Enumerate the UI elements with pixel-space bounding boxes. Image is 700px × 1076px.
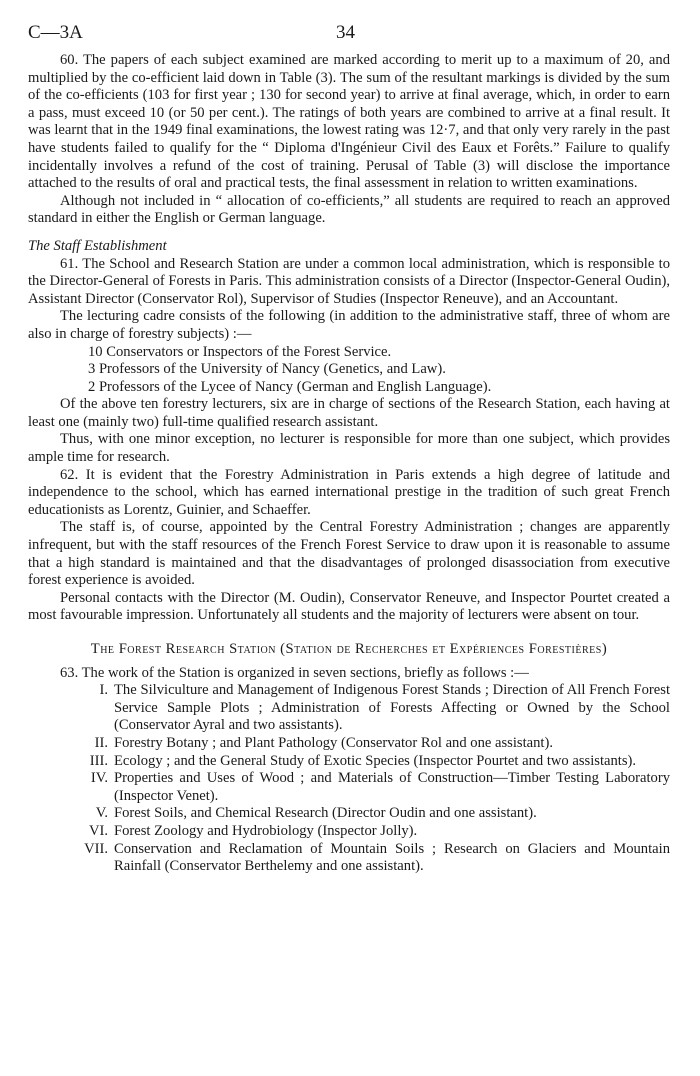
paragraph-62: 62. It is evident that the Forestry Administration in Paris extends a high degree of latitude and independence to the school, which has earned international prestige in the tradition of such great French educationists as Lorentz, Guinier, and Schaeffer. (28, 466, 670, 518)
document-body (28, 52, 670, 876)
section-text: Conservation and Reclamation of Mountain Soils ; Research on Glaciers and Mountain Rainfall (Conservator Berthelemy and one assistant). (114, 840, 670, 875)
list-item (28, 805, 670, 823)
paragraph-61-lecturing-cadre: The lecturing cadre consists of the following (in addition to the administrative staff, three of whom are also in charge of forestry subjects) :— (28, 308, 670, 342)
section-numeral: I. (99, 682, 108, 699)
paragraph-60: 60. The papers of each subject examined are marked according to merit up to a maximum of 20, and multiplied by the co-efficient laid down in Table (3). The sum of the resultant markings is divided by the sum of the co-efficients (103 for first year ; 130 for second year) to arrive at final average, which, in order to earn a pass, must exceed 10 (or 50 per cent.). The ratings of both years are combined to arrive at a final result. It was learnt that in the 1949 final examinations, the lowest rating was 12·7, and that only very rarely in the past have students failed to qualify for the “ Diploma d'Ingénieur Civil des Eaux et Forêts.” Failure to qualify incidentally involves a refund of the cost of training. Perusal of Table (3) will disclose the importance attached to the results of oral and practical tests, the final assessment in relation to written examinations. (28, 52, 670, 192)
section-numeral: V. (95, 805, 108, 822)
list-item (28, 682, 670, 735)
list-item: 10 Conservators or Inspectors of the Forest Service. (88, 343, 392, 360)
staff-establishment-heading: The Staff Establishment (28, 237, 167, 254)
section-text: Ecology ; and the General Study of Exotic Species (Inspector Pourtet and two assistants). (114, 752, 637, 769)
list-item: 3 Professors of the University of Nancy (Genetics, and Law). (88, 361, 446, 378)
staff-list (28, 344, 670, 397)
section-numeral: II. (94, 734, 108, 751)
list-item (28, 735, 670, 753)
section-text: Forest Zoology and Hydrobiology (Inspector Jolly). (114, 822, 418, 839)
section-numeral: VI. (88, 822, 108, 839)
page-header (28, 22, 670, 52)
section-text: Properties and Uses of Wood ; and Materials of Construction—Timber Testing Laboratory (Inspector Venet). (114, 770, 670, 804)
paragraph-62-contacts: Personal contacts with the Director (M. Oudin), Conservator Reneuve, and Inspector Pourtet created a most favourable impression. Unfortunately all students and the majority of lecturers were absent on tour. (28, 589, 670, 624)
page-number: 34 (336, 22, 355, 43)
forest-research-station-heading: The Forest Research Station (Station de Recherches et Expériences Forestières) (90, 641, 608, 657)
list-item: 2 Professors of the Lycee of Nancy (German and English Language). (88, 378, 492, 395)
paragraph-61: 61. The School and Research Station are under a common local administration, which is responsible to the Director-General of Forests in Paris. This administration consists of a Director (Inspector-General Oudin), Assistant Director (Conservator Rol), Supervisor of Studies (Inspector Reneuve), and an Accountant. (28, 255, 670, 307)
paragraph-62-staff: The staff is, of course, appointed by the Central Forestry Administration ; changes are apparently infrequent, but with the staff resources of the French Forest Service to draw upon it is reasonable to assume that a high standard is maintained and that the disadvantages of prolonged disassociation from executive forest experience is avoided. (28, 519, 670, 589)
paragraph-61-subjects: Thus, with one minor exception, no lecturer is responsible for more than one subject, which provides ample time for research. (28, 431, 670, 466)
list-item (28, 841, 670, 876)
paragraph-63: 63. The work of the Station is organized in seven sections, briefly as follows :— (60, 664, 529, 681)
section-text: Forest Soils, and Chemical Research (Director Oudin and one assistant). (114, 805, 537, 822)
list-item (28, 770, 670, 805)
section-text: The Silviculture and Management of Indigenous Forest Stands ; Direction of All French Forest Service Sample Plots ; Administration of Forests Affecting or Owned by the School (Conservator Ayral and two assistants). (114, 682, 670, 734)
section-numeral: VII. (84, 840, 108, 857)
list-item (28, 823, 670, 841)
section-numeral: IV. (90, 770, 108, 787)
paragraph-60-language: Although not included in “ allocation of co-efficients,” all students are required to reach an approved standard in either the English or German language. (28, 192, 670, 227)
document-reference: C—3A (28, 22, 83, 43)
paragraph-61-lecturers: Of the above ten forestry lecturers, six are in charge of sections of the Research Station, each having at least one (mainly two) full-time qualified research assistant. (28, 396, 670, 430)
section-text: Forestry Botany ; and Plant Pathology (Conservator Rol and one assistant). (114, 734, 553, 751)
list-item (28, 753, 670, 771)
research-sections-list (28, 682, 670, 876)
section-numeral: III. (89, 752, 108, 769)
